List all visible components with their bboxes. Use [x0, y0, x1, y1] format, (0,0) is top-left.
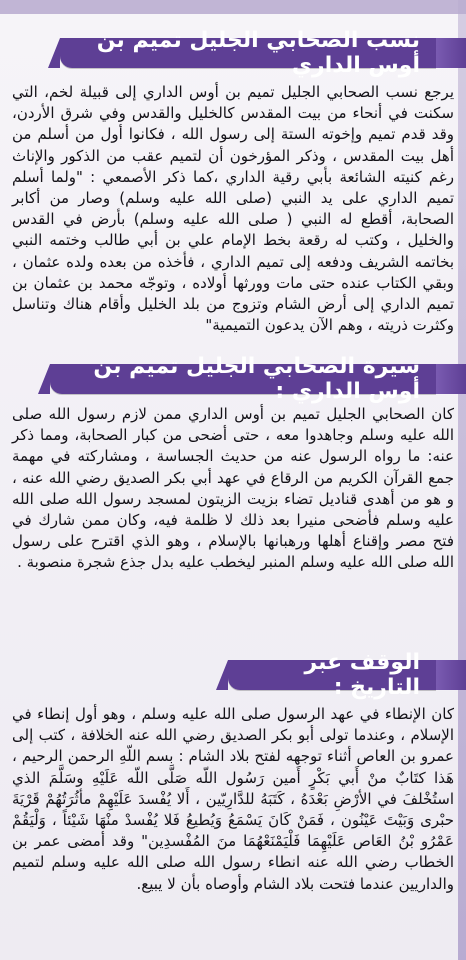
section-1-body: يرجع نسب الصحابي الجليل تميم بن أوس الداري إلى قبيلة لخم، التي سكنت في أنحاء من بيت المقدس كالخليل والقدس وفي شرق الأردن، وقد قدم تميم وإخوته الستة إلى رسول الله ، فكانوا أول من أسلم من أهل بيت المقدس ، وذكر المؤرخون أن لتميم عقب من الذكور والإناث رغم كنيته الشائعة بأبي رقية الداري ،كما ذكر الأصمعي : "ولما أسلم تميم الداري على يد النبي (صلى الله عليه وسلم) وصار من أكابر الصحابة، أقطع له النبي ( صلى الله عليه وسلم) بأرض في القدس والخليل ، وكتب له رقعة بخط الإمام علي بن أبي طالب وختمه النبي بخاتمه الشريف ودفعه إلى تميم الداري ، فأخذه من بعده ولده عثمان ، وبقي الكتاب عنده حتى مات وورثها أولاده ، وتوجّه محمد بن عثمان بن تميم الداري إلى أرض الشام وتزوج من بلد الخليل وأقام هناك وتناسل وكثرت ذريته ، وهم الآن يدعون التميمية" — [12, 83, 454, 335]
top-edge-decoration — [0, 0, 466, 14]
banner-tail — [436, 38, 466, 68]
right-edge-decoration — [458, 0, 466, 960]
section-2-title: سيرة الصحابي الجليل تميم بن أوس الداري : — [93, 354, 420, 404]
banner-corner — [216, 660, 228, 690]
section-3-title: الوقف عبر التاريخ : — [304, 650, 420, 700]
banner-tail — [436, 364, 466, 394]
section-1-title-banner — [60, 28, 436, 78]
section-2-title-banner — [50, 354, 436, 404]
section-1-title: نسب الصحابي الجليل تميم بن أوس الداري — [96, 28, 420, 78]
banner-corner — [38, 364, 50, 394]
section-3-body: كان الإنطاء في عهد الرسول صلى الله عليه وسلم ، وهو أول إنطاء في الإسلام ، وعندما تولى أبو بكر الصديق رضي الله عنه الخلافة ، كتب إلى عمرو بن العاص أثناء توجهه لفتح بلاد الشام : بسم اللّهِ الرحمن الرحيم ، هَذا كتَابٌ منْ أَبي بَكْرٍ أَمين رَسُول اللّه صَلَّى اللّه عَلَيْهِ وسَلَّمَ الذي استُخْلفَ في الأرْضِ بَعْدَهُ ، كَتَبَهُ للدَّارِيّين ، أَلا يُفْسدَ عَلَيْهِمْ مأثُرَتُهُمْ قَرْيَةَ حبْرى وَبَيْتَ عَيْنُون ، فَمَنْ كَانَ يَسْمَعُ وَيُطيعُ فَلا يُفْسدْ منْهَا شَيْئاً ، وَلْيَقُمْ عَمْرُو بْنُ العَاص عَلَيْهِمَا فَلْيَمْنَعْهُمَا منَ المُفْسدِين" وقد أمضى عمر بن الخطاب رضي الله عنه انطاء رسول الله صلى الله عليه وسلم لتميم والداريين عندما فتحت بلاد الشام وأوصاه بأن لا يبيع. — [12, 705, 454, 893]
banner-corner — [48, 38, 60, 68]
section-2-body: كان الصحابي الجليل تميم بن أوس الداري ممن لازم رسول الله صلى الله عليه وسلم وجاهدوا معه ، حتى أضحى من كبار الصحابة، ومما ذكر عنه: ما رواه الرسول عنه من حديث الجساسة ، ومشاركته في مهمة جمع القرآن الكريم من الرقاع في عهد أبي بكر الصديق رضي الله عنه ، و هو من أهدى قناديل تضاء بزيت الزيتون لمسجد رسول الله صلى الله عليه وسلم فأضحى منيرا بعد ذلك لا ظلمة فيه، وكان ممن شارك في فتح مصر وإقناع أهلها ورهبانها بالإسلام ، وهو الذي اقترح على رسول الله صلى الله عليه وسلم المنبر ليخطب عليه بدل جذع شجرة منصوبة . — [12, 405, 454, 572]
banner-tail — [436, 660, 466, 690]
section-3-title-banner — [228, 650, 436, 700]
